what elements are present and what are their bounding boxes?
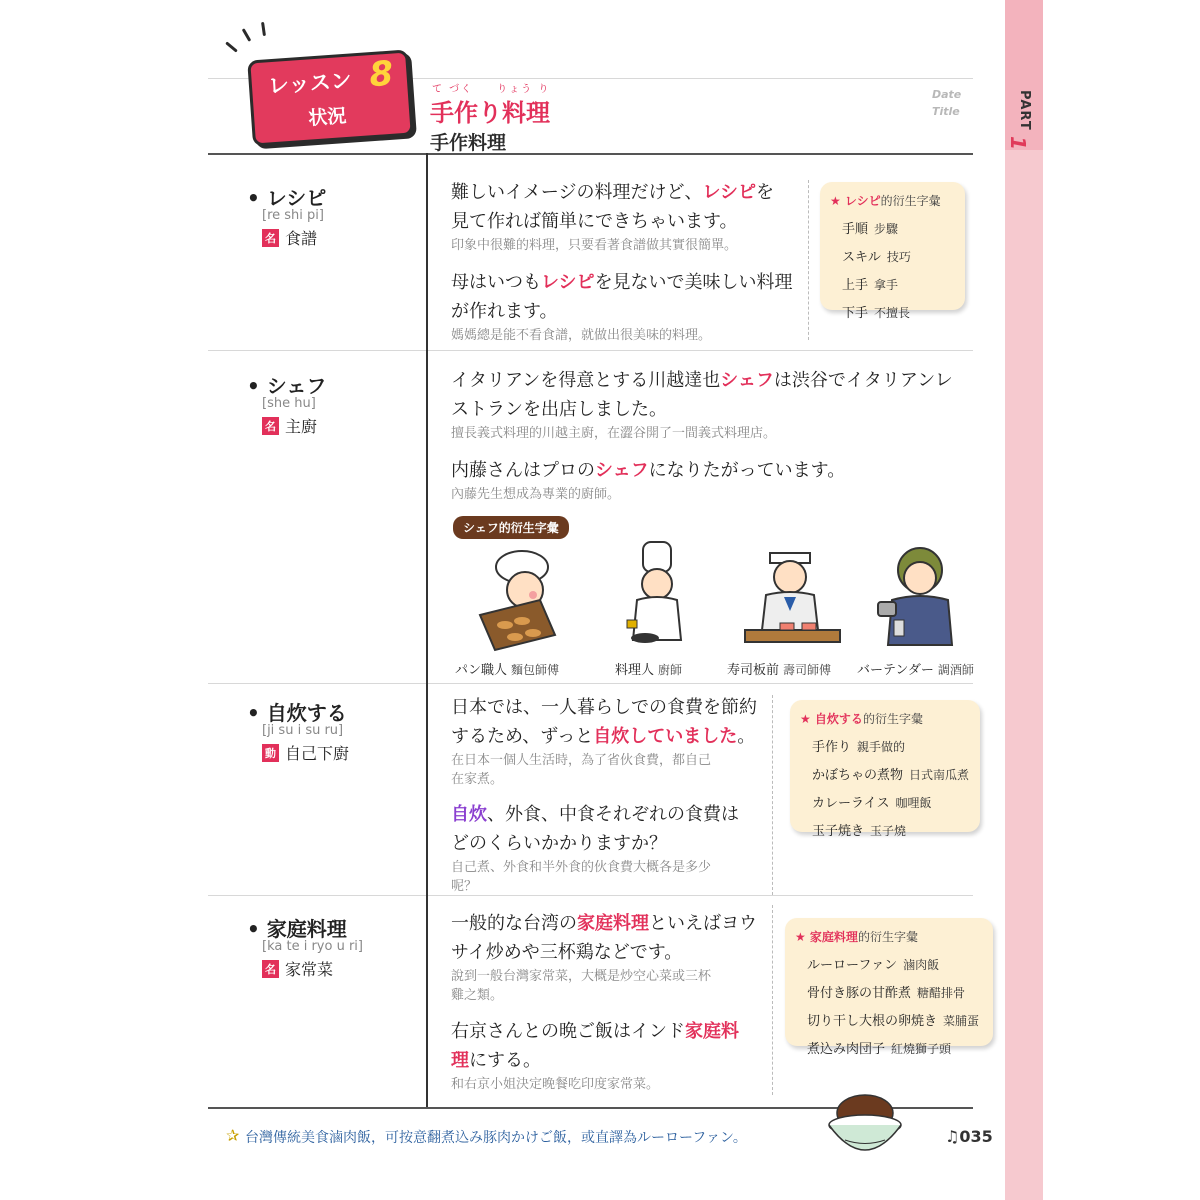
lesson-number: 8: [368, 53, 395, 96]
example-translation: 說到一般台灣家常菜，大概是炒空心菜或三杯: [451, 969, 712, 984]
header-divider: [208, 153, 973, 155]
meaning-text: 食譜: [285, 229, 318, 248]
spark-mark: [242, 28, 252, 42]
spark-mark: [261, 22, 266, 36]
derived-item: かぼちゃの煮物 日式南瓜煮: [812, 768, 970, 783]
star-icon: ✰: [226, 1126, 240, 1145]
example-translation: 自己煮、外食和半外食的伙食費大概各是多少: [451, 860, 712, 875]
pos-tag: 名: [262, 229, 279, 247]
example-sentence: イタリアンを得意とする川越達也シェフは渋谷でイタリアンレ: [451, 370, 953, 391]
column-divider: [426, 153, 428, 1107]
part-number: 1: [1006, 136, 1030, 151]
bread-baker-illustration: [470, 545, 580, 655]
dotted-divider: [772, 695, 773, 895]
rice-bowl-illustration: [825, 1085, 905, 1160]
figure-caption: 寿司板前 壽司師傅: [727, 663, 832, 678]
example-translation: 媽媽總是能不看食譜，就做出很美味的料理。: [451, 328, 712, 343]
page-number: ♫035: [945, 1127, 993, 1146]
vocab-word: • 家庭料理: [247, 917, 347, 941]
vocab-word: • 自炊する: [247, 701, 347, 725]
example-sentence: 母はいつもレシピを見ないで美味しい料理: [451, 272, 793, 293]
example-translation-cont: 呢？: [451, 879, 478, 894]
derived-item: 手順 步驟: [842, 222, 899, 237]
example-sentence-cont: ストランを出店しました。: [451, 399, 667, 420]
example-translation: 在日本一個人生活時，為了省伙食費，都自己: [451, 753, 712, 768]
vocab-meaning: [262, 741, 349, 764]
meaning-text: 主廚: [285, 417, 318, 436]
example-sentence-cont: どのくらいかかりますか？: [451, 833, 667, 854]
part-text: PART: [1017, 90, 1032, 131]
lesson-label: レッスン: [267, 68, 353, 99]
example-sentence: 難しいイメージの料理だけど、レシピを: [451, 182, 775, 203]
example-translation-cont: 在家煮。: [451, 772, 504, 787]
derived-item: 上手 拿手: [842, 278, 899, 293]
meaning-text: 家常菜: [285, 960, 334, 979]
figure-caption: バーテンダー 調酒師: [857, 663, 974, 678]
dotted-divider: [808, 180, 809, 340]
derived-vocab-pill: シェフ的衍生字彙: [453, 516, 569, 539]
derived-item: 切り干し大根の卵焼き 菜脯蛋: [807, 1014, 980, 1029]
example-translation-cont: 雞之類。: [451, 988, 504, 1003]
example-translation: 內藤先生想成為專業的廚師。: [451, 487, 621, 502]
title-ruby: て づく りょう り: [432, 84, 551, 95]
example-sentence: 自炊、外食、中食それぞれの食費は: [451, 804, 739, 825]
dotted-divider: [772, 905, 773, 1095]
example-sentence-cont: するため、ずっと自炊していました。: [451, 726, 756, 747]
vocab-romaji: [she hu]: [262, 396, 316, 411]
cook-illustration: [605, 540, 715, 650]
derived-item: スキル 技巧: [842, 250, 911, 265]
rule-line: [208, 895, 973, 896]
rule-line: [208, 683, 973, 684]
example-translation: 擅長義式料理的川越主廚，在澀谷開了一間義式料理店。: [451, 426, 777, 441]
pos-tag: 動: [262, 744, 279, 762]
derived-vocab-box: ★ 自炊する的衍生字彙 手作り 親手做的 かぼちゃの煮物 日式南瓜煮 カレーライス 咖哩飯 玉子焼き 玉子燒: [790, 700, 980, 832]
example-sentence-cont: サイ炒めや三杯鶏などです。: [451, 942, 683, 963]
pos-tag: 名: [262, 960, 279, 978]
lesson-badge: [247, 49, 414, 146]
derived-item: カレーライス 咖哩飯: [812, 796, 932, 811]
vocab-word: • レシピ: [247, 186, 327, 210]
example-sentence: 内藤さんはプロのシェフになりたがっています。: [451, 460, 846, 481]
example-translation: 印象中很難的料理，只要看著食譜做其實很簡單。: [451, 238, 738, 253]
page-subtitle: 手作料理: [430, 132, 507, 154]
footer-note: 台灣傳統美食滷肉飯，可按意翻煮込み豚肉かけご飯，或直譯為ルーローファン。: [245, 1130, 747, 1146]
derived-vocab-box: ★ 家庭料理的衍生字彙 ルーローファン 滷肉飯 骨付き豚の甘酢煮 糖醋排骨 切り干し大根の卵焼き 菜脯蛋 煮込み肉団子 紅燒獅子頭: [785, 918, 993, 1046]
figure-caption: パン職人 麵包師傅: [455, 663, 560, 678]
vocab-word: • シェフ: [247, 374, 327, 398]
derived-vocab-box: ★ レシピ的衍生字彙 手順 步驟 スキル 技巧 上手 拿手 下手 不擅長: [820, 182, 965, 310]
rule-line: [208, 350, 973, 351]
title-label: Title: [932, 105, 960, 118]
lesson-situation: 状況: [307, 104, 348, 130]
page-title: 手作り料理: [430, 99, 550, 127]
derived-item: 玉子焼き 玉子燒: [812, 824, 907, 839]
vocab-romaji: [ka te i ryo u ri]: [262, 939, 363, 954]
derived-item: 煮込み肉団子 紅燒獅子頭: [807, 1042, 952, 1057]
derived-item: ルーローファン 滷肉飯: [807, 958, 940, 973]
bartender-illustration: [870, 540, 980, 650]
meaning-text: 自己下廚: [285, 744, 350, 763]
derived-item: 骨付き豚の甘酢煮 糖醋排骨: [807, 986, 966, 1001]
spark-mark: [225, 41, 238, 52]
vocab-meaning: [262, 414, 317, 437]
example-translation: 和右京小姐決定晚餐吃印度家常菜。: [451, 1077, 660, 1092]
example-sentence: 一般的な台湾の家庭料理といえばヨウ: [451, 913, 757, 934]
part-label: [1000, 90, 1048, 170]
example-sentence: 右京さんとの晩ご飯はインド家庭料: [451, 1021, 739, 1042]
sushi-chef-illustration: [740, 545, 850, 655]
example-sentence-cont: 理にする。: [451, 1050, 541, 1071]
figure-caption: 料理人 廚師: [615, 663, 683, 678]
derived-item: 手作り 親手做的: [812, 740, 906, 755]
date-label: Date: [932, 88, 962, 101]
vocab-romaji: [re shi pi]: [262, 208, 324, 223]
example-sentence-cont: が作れます。: [451, 301, 558, 322]
pos-tag: 名: [262, 417, 279, 435]
chapter-tab: [1005, 0, 1043, 1200]
vocab-meaning: [262, 226, 317, 249]
vocab-romaji: [ji su i su ru]: [262, 723, 344, 738]
example-sentence: 日本では、一人暮らしでの食費を節約: [451, 697, 757, 718]
derived-item: 下手 不擅長: [842, 306, 911, 321]
example-sentence-cont: 見て作れば簡単にできちゃいます。: [451, 211, 738, 232]
vocab-meaning: [262, 957, 333, 980]
